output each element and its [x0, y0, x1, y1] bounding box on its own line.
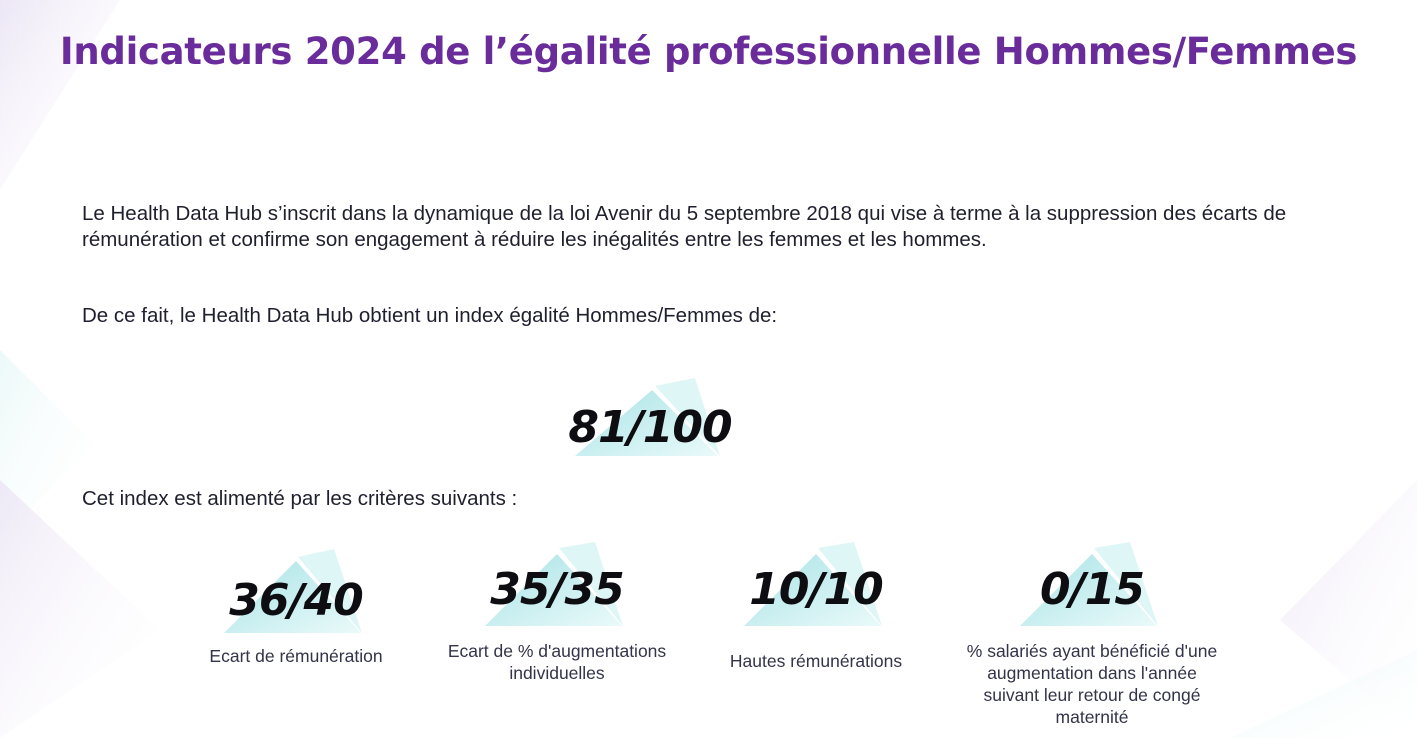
- criterion-score-badge: [216, 545, 376, 637]
- criterion-score: 36/40: [229, 575, 363, 626]
- criterion-score-badge: [736, 540, 896, 632]
- criterion-score: 10/10: [749, 564, 883, 615]
- criterion-score-badge: [477, 540, 637, 632]
- index-score: 81/100: [568, 402, 732, 453]
- criteria-intro: Cet index est alimenté par les critères suivants :: [82, 487, 518, 510]
- criterion-card-top-salaries: [686, 540, 946, 672]
- criterion-card-raise-gap: [427, 540, 687, 684]
- page-title: Indicateurs 2024 de l’égalité professionnelle Hommes/Femmes: [59, 30, 1358, 73]
- criterion-score: 35/35: [490, 564, 624, 615]
- criterion-card-maternity-raise: [962, 540, 1222, 728]
- index-intro-paragraph: De ce fait, le Health Data Hub obtient un index égalité Hommes/Femmes de:: [82, 304, 778, 327]
- criterion-label: % salariés ayant bénéficié d'une augmentation dans l'année suivant leur retour de congé maternité: [966, 641, 1218, 727]
- intro-paragraph: Le Health Data Hub s’inscrit dans la dynamique de la loi Avenir du 5 septembre 2018 qui vise à terme à la suppression des écarts de rémunération et confirme son engagement à réduire les inégalités entre les femmes et les hommes.: [82, 202, 1287, 251]
- criterion-score-badge: [1012, 540, 1172, 632]
- criterion-label: Ecart de % d'augmentations individuelles: [447, 641, 667, 683]
- criterion-label: Ecart de rémunération: [209, 646, 383, 666]
- index-score-badge: [560, 376, 740, 460]
- criterion-card-pay-gap: [166, 545, 426, 667]
- criterion-label: Hautes rémunérations: [729, 651, 903, 671]
- criterion-score: 0/15: [1040, 564, 1144, 615]
